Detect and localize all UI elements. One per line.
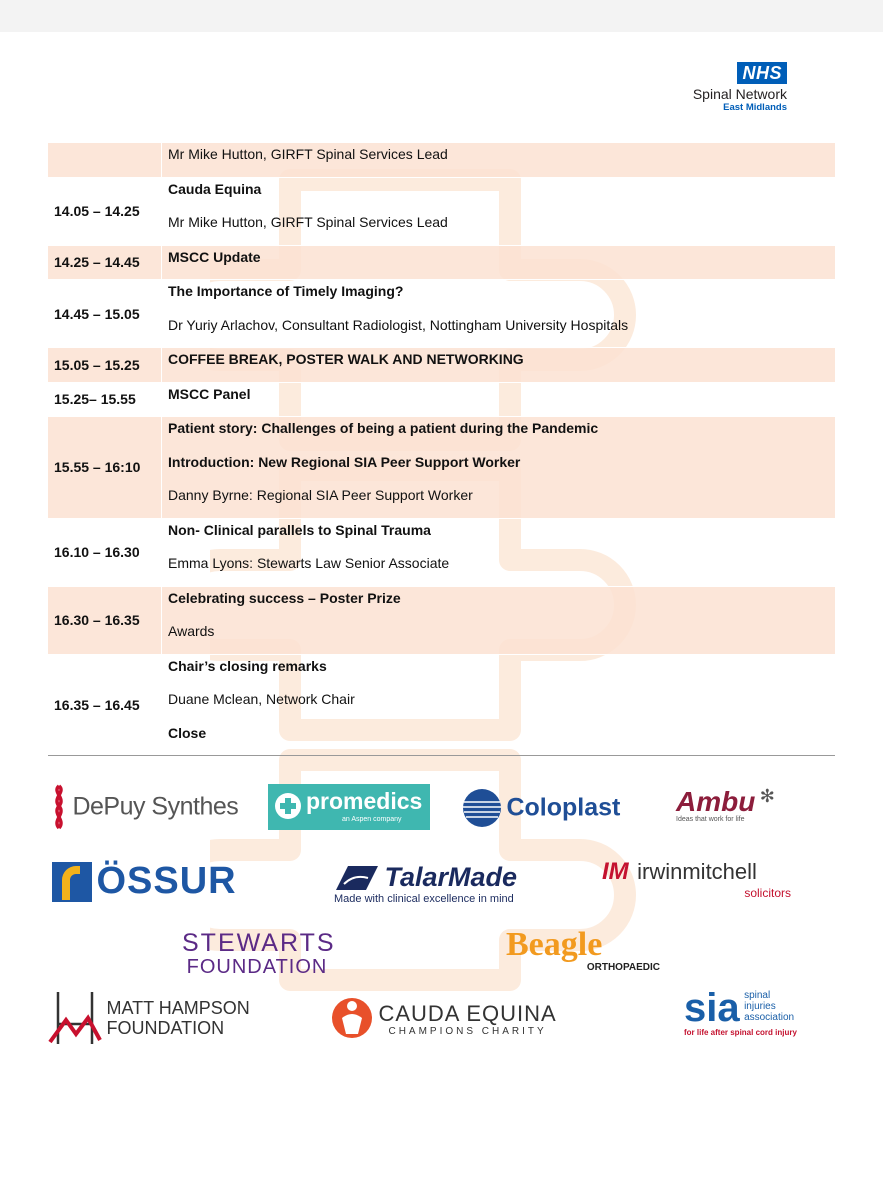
agenda-time: 14.05 – 14.25 — [48, 178, 162, 245]
agenda-item-title: Non- Clinical parallels to Spinal Trauma — [168, 521, 431, 538]
agenda-time: 16.30 – 16.35 — [48, 587, 162, 654]
promedics-text: promedics — [306, 788, 423, 814]
matt-hampson-foundation-text: FOUNDATION — [106, 1018, 225, 1038]
ambu-logo — [676, 786, 796, 823]
agenda-row — [48, 383, 835, 418]
coloplast-globe-icon — [462, 788, 502, 828]
nhs-badge: NHS — [737, 62, 787, 84]
agenda-item-title: Close — [168, 724, 207, 741]
agenda-item-title: MSCC Update — [168, 248, 261, 265]
agenda-item-detail: Duane Mclean, Network Chair — [168, 691, 355, 707]
ambu-tagline: Ideas that work for life — [676, 816, 745, 823]
agenda-item-title: COFFEE BREAK, POSTER WALK AND NETWORKING — [168, 351, 524, 367]
ambu-text: Ambu — [676, 786, 756, 817]
agenda-item-title: MSCC Panel — [168, 385, 251, 402]
agenda-item-title: Patient story: Challenges of being a patient during the Pandemic — [168, 420, 599, 436]
talarmade-logo — [334, 862, 544, 905]
agenda-row — [48, 280, 835, 348]
agenda-time: 15.55 – 16:10 — [48, 417, 162, 518]
agenda-item-detail: Mr Mike Hutton, GIRFT Spinal Services Lead — [168, 214, 448, 230]
agenda-row — [48, 178, 835, 246]
matt-hampson-logo — [48, 990, 250, 1046]
agenda-item-detail: Awards — [168, 623, 215, 639]
cauda-equina-icon — [330, 992, 374, 1046]
agenda-time: 16.35 – 16.45 — [48, 655, 162, 756]
agenda-time: 15.25– 15.55 — [48, 383, 162, 417]
agenda-item-title: The Importance of Timely Imaging? — [168, 283, 404, 299]
depuy-synthes-logo — [50, 784, 238, 830]
promedics-subtext: an Aspen company — [342, 816, 402, 823]
cauda-equina-subtext: CHAMPIONS CHARITY — [388, 1025, 547, 1037]
agenda-time: 16.10 – 16.30 — [48, 519, 162, 586]
coloplast-text: Coloplast — [506, 793, 621, 822]
cauda-equina-text: CAUDA EQUINA — [378, 1000, 557, 1026]
sia-name-line-3: association — [744, 1012, 795, 1023]
agenda-row — [48, 143, 835, 178]
rugby-posts-icon — [48, 990, 102, 1046]
talarmade-tagline: Made with clinical excellence in mind — [334, 893, 514, 905]
agenda-item-detail: Dr Yuriy Arlachov, Consultant Radiologist, Nottingham University Hospitals — [168, 316, 629, 333]
agenda-item-title: Celebrating success – Poster Prize — [168, 589, 401, 606]
coloplast-logo — [462, 788, 620, 828]
depuy-synthes-icon — [50, 784, 68, 830]
agenda-content — [162, 587, 835, 654]
ossur-logo — [52, 860, 237, 903]
agenda-item-title: Introduction: New Regional SIA Peer Support Worker — [168, 453, 521, 470]
nhs-spinal-network-logo — [677, 62, 787, 113]
agenda-content — [162, 519, 835, 586]
talarmade-foot-icon — [334, 864, 380, 892]
agenda-content — [162, 417, 835, 518]
agenda-item-title: Cauda Equina — [168, 180, 262, 197]
sia-name-line-1: spinal — [744, 990, 771, 1001]
sponsor-logos — [0, 770, 883, 1070]
beagle-logo — [506, 928, 666, 973]
agenda-content — [162, 178, 835, 245]
sia-name-line-2: injuries — [744, 1001, 776, 1012]
network-region: East Midlands — [723, 102, 787, 113]
promedics-logo — [268, 784, 430, 830]
agenda-item-detail: Danny Byrne: Regional SIA Peer Support Worker — [168, 487, 473, 503]
agenda-content — [162, 655, 835, 756]
agenda-row — [48, 348, 835, 383]
matt-hampson-text: MATT HAMPSON — [106, 998, 250, 1018]
agenda-content — [162, 246, 835, 280]
agenda-content — [162, 280, 835, 347]
agenda-row — [48, 655, 835, 757]
agenda-row — [48, 417, 835, 519]
agenda-row — [48, 519, 835, 587]
agenda-time: 14.25 – 14.45 — [48, 246, 162, 280]
agenda-table — [48, 143, 835, 756]
irwin-mitchell-subtext: solicitors — [744, 886, 791, 900]
agenda-row — [48, 587, 835, 655]
ossur-text: ÖSSUR — [96, 860, 237, 902]
irwin-mitchell-logo — [602, 858, 797, 900]
stewarts-foundation-logo — [182, 929, 336, 978]
agenda-item-detail: Mr Mike Hutton, GIRFT Spinal Services Lead — [168, 146, 448, 162]
irwin-mitchell-mark: IM — [602, 858, 629, 885]
ambu-star-icon: ✻ — [759, 786, 775, 806]
network-title: Spinal Network — [692, 86, 787, 102]
agenda-item-detail: Emma Lyons: Stewarts Law Senior Associate — [168, 555, 450, 571]
agenda-content — [162, 348, 835, 382]
beagle-text: Beagle — [506, 926, 603, 963]
agenda-time: 15.05 – 15.25 — [48, 348, 162, 382]
medical-cross-icon — [274, 792, 302, 820]
stewarts-foundation-text: FOUNDATION — [186, 956, 328, 978]
ossur-mark-icon — [52, 862, 92, 902]
agenda-row — [48, 246, 835, 281]
sia-logo — [684, 988, 824, 1037]
depuy-synthes-text: DePuy Synthes — [72, 792, 239, 821]
sia-text: sia — [684, 986, 740, 1030]
irwin-mitchell-text: irwinmitchell — [637, 859, 757, 884]
sia-tagline: for life after spinal cord injury — [684, 1028, 797, 1037]
talarmade-text: TalarMade — [384, 862, 518, 892]
stewarts-text: STEWARTS — [182, 929, 336, 957]
cauda-equina-champions-logo — [330, 992, 557, 1046]
agenda-content — [162, 383, 835, 417]
agenda-time — [48, 143, 162, 177]
agenda-time: 14.45 – 15.05 — [48, 280, 162, 347]
beagle-subtext: ORTHOPAEDIC — [586, 962, 660, 973]
agenda-item-title: Chair’s closing remarks — [168, 657, 327, 674]
agenda-content — [162, 143, 835, 177]
top-strip — [0, 0, 883, 32]
